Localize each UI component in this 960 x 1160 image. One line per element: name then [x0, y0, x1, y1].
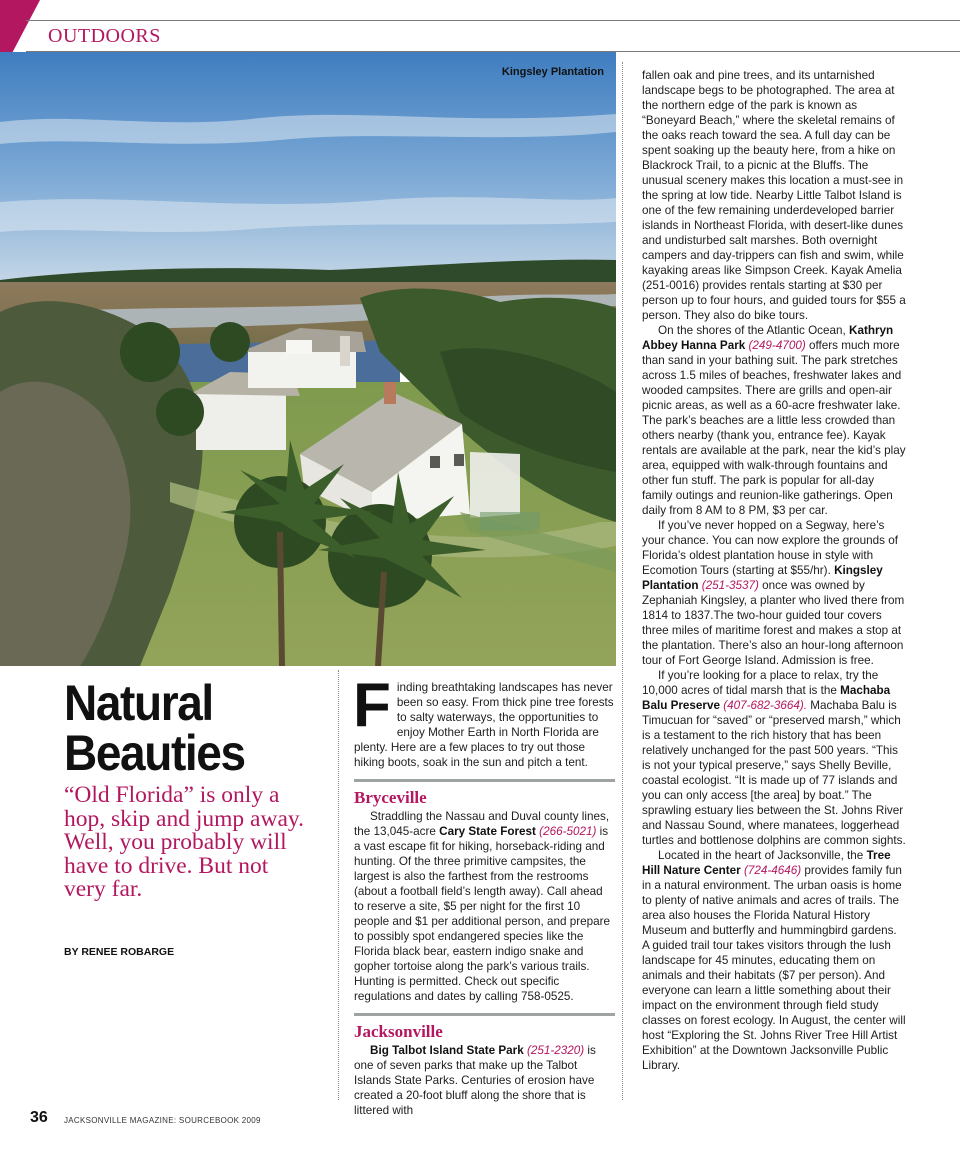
talbot-continued-paragraph: fallen oak and pine trees, and its untarnished landscape begs to be photographed. The area at the northern edge of the park is known as “Boneyard Beach,” where the skeletal remains of the oaks reach toward the sea. A full day can be spent soaking up the beauty here, from a hike on Blackrock Trail, to a picnic at the Bluffs. The unusual scenery makes this location a must-see in the spring at low tide. Nearby Little Talbot Island is one of the few remaining underdeveloped barrier islands in Northeast Florida, with desert-like dunes and undisturbed salt marshes. Both overnight campers and day-trippers can fish and swim, while kayaking areas like Simpson Creek. Kayak Amelia (251-0016) provides rentals starting at $30 per person up to four hours, and guided tours for $55 a person. They also do bike tours.: [642, 69, 906, 322]
place-name: Kathryn Abbey Hanna Park: [642, 324, 894, 352]
place-name: Cary State Forest: [439, 825, 536, 838]
byline: BY RENEE ROBARGE: [64, 946, 175, 958]
phone-number: (724-4646): [743, 864, 802, 877]
article-title: [64, 675, 312, 781]
phone-number: (251-2320): [526, 1044, 585, 1057]
place-name: Kingsley Plantation: [642, 564, 883, 592]
column-divider-left: [338, 670, 339, 1100]
section-rule: [354, 1013, 615, 1016]
middle-column: [353, 671, 615, 1118]
feature-photo: [0, 52, 616, 666]
intro-paragraph: [353, 671, 615, 770]
column-divider-right: [622, 62, 623, 1100]
page-number: 36: [30, 1109, 48, 1126]
phone-number: (251-3537): [701, 579, 759, 592]
hanna-park-paragraph: On the shores of the Atlantic Ocean, Kathryn Abbey Hanna Park (249-4700) offers much more than sand in your bathing suit. The park stretches across 1.5 miles of beaches, freshwater lakes and wooded campsites. There are grills and open-air picnic areas, as well as a 60-acre freshwater lake. The park’s beaches are a little less crowded than others nearby (thank you, entrance fee). Kayak rentals are available at the park, near the kid’s play area, equipped with walk-through fountains and other fun stuff. The park is popular for all-day family outings and reunion-like gatherings. Open daily from 8 AM to 8 PM, $3 per car.: [642, 324, 906, 517]
kingsley-paragraph: If you’ve never hopped on a Segway, here’s your chance. You can now explore the grounds of Florida’s oldest plantation house in style with Ecomotion Tours (starting at $55/hr). Kingsley Plantation (251-3537) once was owned by Zephaniah Kingsley, a planter who lived there from 1814 to 1837.The two-hour guided tour covers three miles of maritime forest and makes a stop at the plantation. There’s also an hour-long afternoon tour of Fort George Island. Admission is free.: [642, 519, 905, 667]
article-deck: “Old Florida” is only a hop, skip and jump away. Well, you probably will have to drive. But not very far.: [64, 782, 304, 902]
section-heading-bryceville: Bryceville: [354, 788, 427, 807]
place-name: Machaba Balu Preserve: [642, 684, 891, 712]
place-name: Tree Hill Nature Center: [642, 849, 891, 877]
right-column: [642, 68, 906, 1073]
phone-number: (407-682-3664).: [723, 699, 808, 712]
title-line-1: Natural: [64, 675, 213, 731]
title-line-2: Beauties: [64, 725, 245, 781]
phone-number: (266-5021): [539, 825, 597, 838]
section-label: OUTDOORS: [48, 25, 161, 47]
drop-cap: F: [353, 671, 391, 740]
machaba-paragraph: If you’re looking for a place to relax, try the 10,000 acres of tidal marsh that is the Machaba Balu Preserve (407-682-3664). Machaba Balu is Timucuan for “saved” or “preserved marsh,” which is a testament to the rich history that has been relatively unchanged for the past 500 years. “This is not your typical preserve,” says Shelly Beville, coastal ecologist. “It is made up of 77 islands and you can only access [the area] by boat.” The sprawling estuary lies between the St. Johns River and Nassau Sound, where manatees, loggerhead turtles and bottlenose dolphins are common sights.: [642, 669, 906, 847]
bryceville-paragraph: Straddling the Nassau and Duval county lines, the 13,045-acre Cary State Forest (266-5021) is a vast escape fit for hiking, horseback-riding and hunting. Of the three primitive campsites, the largest is also the farthest from the restrooms (about a football field’s length away). Call ahead to reserve a site, $5 per night for the first 10 people and $1 per additional person, and prepare to possibly spot endangered species like the Florida black bear, eastern indigo snake and gopher tortoise along the park’s various trails. Hunting is permitted. Check out specific regulations and dates by calling 758-0525.: [354, 810, 611, 1003]
publication-footer: JACKSONVILLE MAGAZINE: SOURCEBOOK 2009: [64, 1116, 261, 1125]
photo-caption: Kingsley Plantation: [501, 66, 604, 78]
jacksonville-paragraph: Big Talbot Island State Park (251-2320) is one of seven parks that make up the Talbot Islands State Parks. Centuries of erosion have created a 20-foot bluff along the shore that is littered with: [354, 1044, 596, 1117]
plantation-aerial-image: [0, 52, 616, 666]
header-rule-top: [26, 20, 960, 21]
section-heading-jacksonville: Jacksonville: [354, 1022, 443, 1041]
phone-number: (249-4700): [748, 339, 806, 352]
section-rule: [354, 779, 615, 782]
place-name: Big Talbot Island State Park: [370, 1044, 524, 1057]
tree-hill-paragraph: Located in the heart of Jacksonville, the Tree Hill Nature Center (724-4646) provides family fun in a natural environment. The urban oasis is home to plenty of native animals and acres of trails. The area also houses the Florida Natural History Museum and butterfly and hummingbird gardens. A guided trail tour takes visitors through the lush landscape for 45 minutes, educating them on animals and their habitats ($7 per person). And everyone can learn a little something about their impact on the environment through field study classes on forest ecology. In August, the center will host “Exploring the St. Johns River Tree Hill Artist Exhibition” at the Downtown Jacksonville Public Library.: [642, 849, 906, 1072]
intro-text: inding breathtaking landscapes has never been so easy. From thick pine tree forests to salty waterways, the opportunities to enjoy Mother Earth in North Florida are plenty. Here are a few places to try out those hiking boots, soak in the sun and pitch a tent.: [354, 681, 614, 769]
